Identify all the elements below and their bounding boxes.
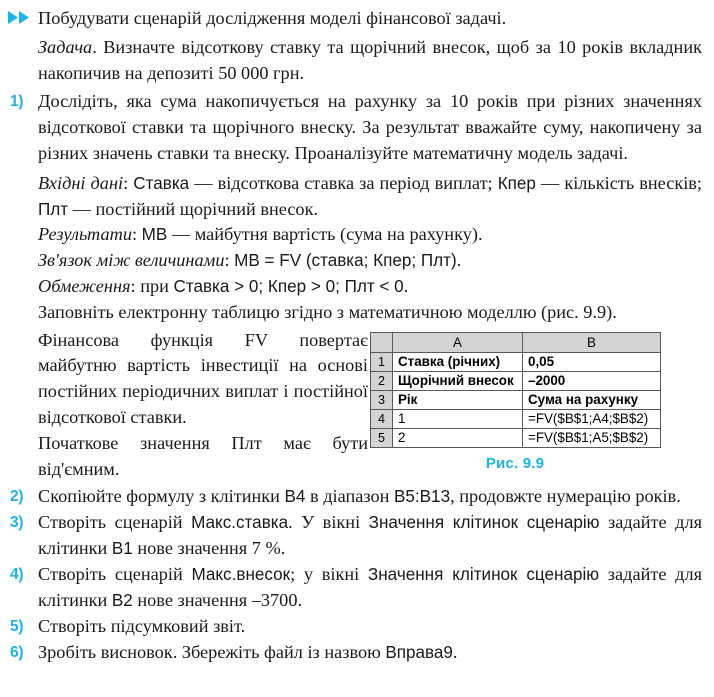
step-4-dialog-name: Значення клітинок сценарію [367, 564, 600, 584]
step-3-text [38, 510, 714, 562]
side-text-block [38, 328, 372, 483]
task-text-a: . Визначте відсоткову ставку та щорічний внесок, щоб за 10 років вкладник накопичив на депозиті [38, 36, 702, 83]
step-5-marker: 5) [10, 617, 24, 635]
step-2-text [38, 484, 714, 510]
fill-instruction-text: Заповніть електронну таблицю згідно з математичною моделлю (рис. 9.9). [38, 301, 617, 322]
cell-b4[interactable]: =FV($B$1;A4;$B$2) [523, 409, 661, 428]
row-header-5[interactable]: 5 [371, 428, 393, 447]
step-3-scenario-name: Макс.ставка [191, 513, 289, 533]
step-6-row [0, 640, 714, 666]
column-header-a[interactable]: A [393, 332, 523, 352]
step-2-cell-from: B4 [284, 487, 306, 507]
figure-wrap-section [0, 328, 714, 483]
term-kper: Кпер [497, 173, 536, 193]
step-1-text: Дослідіть, яка сума накопичується на рахунку за 10 років при різних значеннях відсоткової ставки та щорічного внеску. За результат вважайте суму, накопичену за різних значень ставки та внеску. Проаналізуйте математичну модель задачі. [38, 91, 702, 163]
step-5-text: Створіть підсумковий звіт. [38, 615, 246, 636]
results-colon: : [131, 224, 142, 245]
task-row [0, 35, 714, 87]
step-4-b: ; у вікні [290, 563, 368, 584]
step-3-b: . У вікні [288, 512, 369, 533]
cell-b2[interactable]: –2000 [523, 371, 661, 390]
cell-b1[interactable]: 0,05 [523, 352, 661, 371]
term-plt: Плт [38, 199, 69, 219]
limits-label: Обмеження [38, 275, 131, 296]
relation-row [0, 248, 714, 274]
cell-b3[interactable]: Сума на рахунку [523, 390, 661, 409]
spreadsheet-header [371, 332, 661, 352]
limits-prefix: : при [130, 275, 174, 296]
relation-colon: : [224, 250, 235, 271]
double-right-arrow-marker [0, 6, 38, 30]
term-stavka: Ставка [133, 173, 190, 193]
limits-text [38, 274, 714, 300]
results-b: — майбутня вартість (сума на рахунку). [167, 224, 483, 245]
fill-instruction-row [0, 300, 714, 326]
step-2-b: в діапазон [305, 486, 394, 507]
intro-bullet-row [0, 6, 714, 32]
table-row [371, 371, 661, 390]
intro-text: Побудувати сценарій дослідження моделі фінансової задачі. [38, 8, 507, 28]
cell-a2[interactable]: Щорічний внесок [393, 371, 523, 390]
step-4-row [0, 562, 714, 614]
row-header-4[interactable]: 4 [371, 409, 393, 428]
relation-label: Зв'язок між величинами [38, 250, 225, 271]
step-3-dialog-name: Значення клітинок сценарію [368, 513, 600, 533]
step-6-marker: 6) [10, 643, 24, 661]
input-data-row [0, 171, 714, 223]
step-6-b: . [452, 641, 458, 662]
spreadsheet-body [371, 352, 661, 447]
table-row [371, 428, 661, 447]
step-3-e: . [280, 538, 286, 559]
table-row [371, 390, 661, 409]
step-6-text [38, 640, 714, 666]
double-right-arrow-icon [8, 11, 30, 24]
step-2-range: B5:B13 [394, 487, 451, 507]
step-4-text [38, 562, 714, 614]
task-label: Задача [38, 36, 93, 57]
sheet-corner-cell[interactable] [371, 332, 393, 352]
step-3-cell: B1 [111, 539, 133, 559]
step-1-row [0, 89, 714, 166]
input-data-c: — кількість внесків; [535, 172, 702, 193]
relation-b: . [456, 250, 462, 271]
step-2-c: , продовжте нумерацію років. [450, 486, 681, 507]
cell-b5[interactable]: =FV($B$1;A5;$B$2) [523, 428, 661, 447]
results-text [38, 222, 714, 248]
row-header-1[interactable]: 1 [371, 352, 393, 371]
input-data-b: — відсоткова ставка за період виплат; [189, 172, 498, 193]
step-2-marker: 2) [10, 488, 24, 506]
cell-a4[interactable]: 1 [393, 409, 523, 428]
task-text [38, 35, 714, 87]
step-4-d: нове значення [132, 589, 252, 610]
spreadsheet-table [370, 332, 661, 448]
step-2-a: Скопіюйте формулу з клітинки [38, 486, 285, 507]
input-data-label: Вхідні дані [38, 172, 124, 193]
row-header-3[interactable]: 3 [371, 390, 393, 409]
results-row [0, 222, 714, 248]
limits-expression: Ставка > 0; Кпер > 0; Плт < 0 [173, 276, 404, 296]
row-header-2[interactable]: 2 [371, 371, 393, 390]
column-header-row [371, 332, 661, 352]
relation-text [38, 248, 714, 274]
step-5-row [0, 614, 714, 640]
step-4-scenario-name: Макс.внесок [191, 564, 291, 584]
table-row [371, 409, 661, 428]
input-data-d: — постійний щорічний внесок. [68, 198, 319, 219]
task-amount: 50 000 [218, 62, 269, 83]
table-row [371, 352, 661, 371]
step-3-a: Створіть сценарій [38, 512, 192, 533]
cell-a5[interactable]: 2 [393, 428, 523, 447]
input-data-text [38, 171, 714, 223]
step-3-d: нове значення [132, 538, 252, 559]
figure-caption: Рис. 9.9 [485, 454, 545, 472]
step-6-a: Зробіть висновок. Збережіть файл із назвою [38, 641, 386, 662]
limits-row [0, 274, 714, 300]
cell-a3[interactable]: Рік [393, 390, 523, 409]
step-4-value: –3700 [251, 589, 298, 610]
spreadsheet-figure [370, 332, 660, 472]
term-mv: МВ [141, 225, 168, 245]
limits-b: . [403, 275, 409, 296]
step-4-a: Створіть сценарій [38, 563, 192, 584]
step-1-marker: 1) [10, 93, 24, 111]
column-header-b[interactable]: B [523, 332, 661, 352]
step-4-marker: 4) [10, 565, 24, 583]
cell-a1[interactable]: Ставка (річних) [393, 352, 523, 371]
step-2-row [0, 484, 714, 510]
step-6-filename: Вправа9 [385, 642, 453, 662]
relation-formula: МВ = FV (ставка; Кпер; Плт) [234, 251, 457, 271]
step-3-marker: 3) [10, 514, 24, 532]
step-3-value: 7 % [251, 538, 281, 559]
step-4-e: . [297, 589, 303, 610]
step-4-cell: B2 [111, 590, 133, 610]
input-data-colon: : [123, 172, 134, 193]
step-3-c: задайте для клітинки [38, 512, 702, 559]
step-4-c: задайте для клітинки [38, 563, 702, 610]
task-text-b: грн. [268, 62, 305, 83]
step-3-row [0, 510, 714, 562]
side-paragraph-2: Початкове значення Плт має бути від'ємним. [38, 432, 368, 479]
side-paragraph-1: Фінансова функція FV повертає майбутню вартість інвестиції на основі постійних періодичних виплат і постійної відсоткової ставки. [38, 329, 368, 427]
results-label: Результати [38, 224, 132, 245]
